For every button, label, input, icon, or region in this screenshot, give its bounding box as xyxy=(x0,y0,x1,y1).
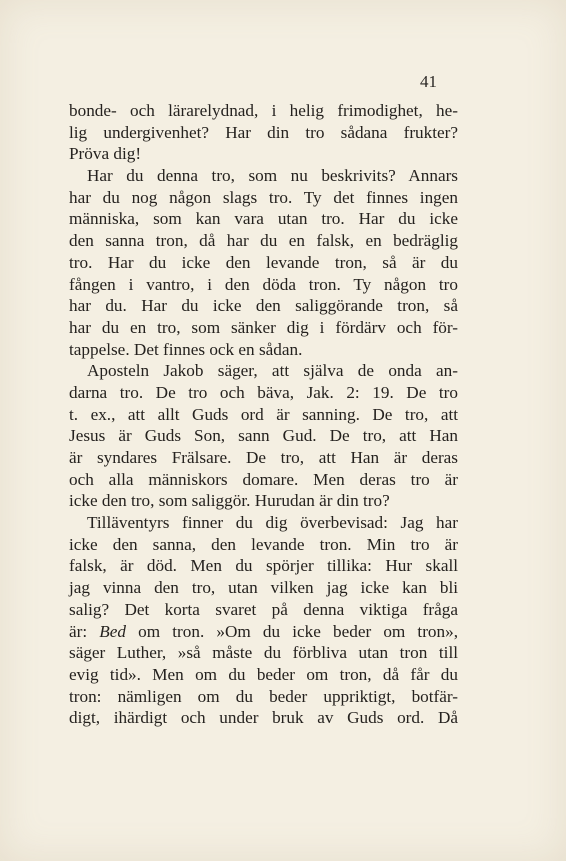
text-line xyxy=(69,621,458,643)
text-line: och alla människors domare. Men deras tro är xyxy=(69,469,458,489)
text-line: är syndares Frälsare. De tro, att Han är deras xyxy=(69,448,458,467)
text-segment: är: xyxy=(69,621,100,641)
emphasized-word: Bed xyxy=(99,621,127,641)
text-line: fången i vantro, i den döda tron. Ty någon tro xyxy=(69,274,458,294)
text-line: salig? Det korta svaret på denna viktiga fråga xyxy=(69,599,458,619)
text-line: säger Luther, »så måste du förbliva utan tron till xyxy=(69,643,458,663)
text-line: tro. Har du icke den levande tron, så är du xyxy=(69,252,458,272)
text-line: evig tid». Men om du beder om tron, då får du xyxy=(69,664,458,684)
text-line: människa, som kan vara utan tro. Har du icke xyxy=(69,209,458,229)
text-line: t. ex., att allt Guds ord är sanning. De tro, att xyxy=(69,404,458,424)
text-line: har du. Har du icke den saliggörande tron, så xyxy=(69,296,458,316)
page-number: 41 xyxy=(420,72,437,91)
text-line: lig undergivenhet? Har din tro sådana frukter? xyxy=(69,122,458,142)
text-line: icke den sanna, den levande tron. Min tro är xyxy=(69,534,458,554)
text-line: tappelse. Det finnes ock en sådan. xyxy=(69,339,303,359)
text-line: Tilläventyrs finner du dig överbevisad: Jag har xyxy=(87,513,458,533)
text-line: Jesus är Guds Son, sann Gud. De tro, att Han xyxy=(69,426,458,446)
text-line: den sanna tron, då har du en falsk, en bedräglig xyxy=(69,231,458,251)
text-line: har du nog någon slags tro. Ty det finnes ingen xyxy=(69,187,458,207)
text-line: Aposteln Jakob säger, att själva de onda an- xyxy=(87,361,458,381)
text-line: Pröva dig! xyxy=(69,144,142,164)
text-line: darna tro. De tro och bäva, Jak. 2: 19. De tro xyxy=(69,382,458,402)
text-line: tron: nämligen om du beder uppriktigt, botfär- xyxy=(69,686,458,706)
body-text xyxy=(69,100,458,729)
text-line: jag vinna den tro, utan vilken jag icke kan bli xyxy=(69,578,458,598)
text-line: falsk, är död. Men du spörjer tillika: Hur skall xyxy=(69,556,458,576)
text-line: har du en tro, som sänker dig i fördärv och för- xyxy=(69,317,458,337)
text-line: icke den tro, som saliggör. Hurudan är din tro? xyxy=(69,491,390,511)
text-line: bonde- och lärarelydnad, i helig frimodighet, he- xyxy=(69,101,458,120)
text-line: digt, ihärdigt och under bruk av Guds ord. Då xyxy=(69,708,458,728)
text-segment: om tron. »Om du icke beder om tron», xyxy=(126,621,458,641)
text-line: Har du denna tro, som nu beskrivits? Annars xyxy=(87,166,458,186)
